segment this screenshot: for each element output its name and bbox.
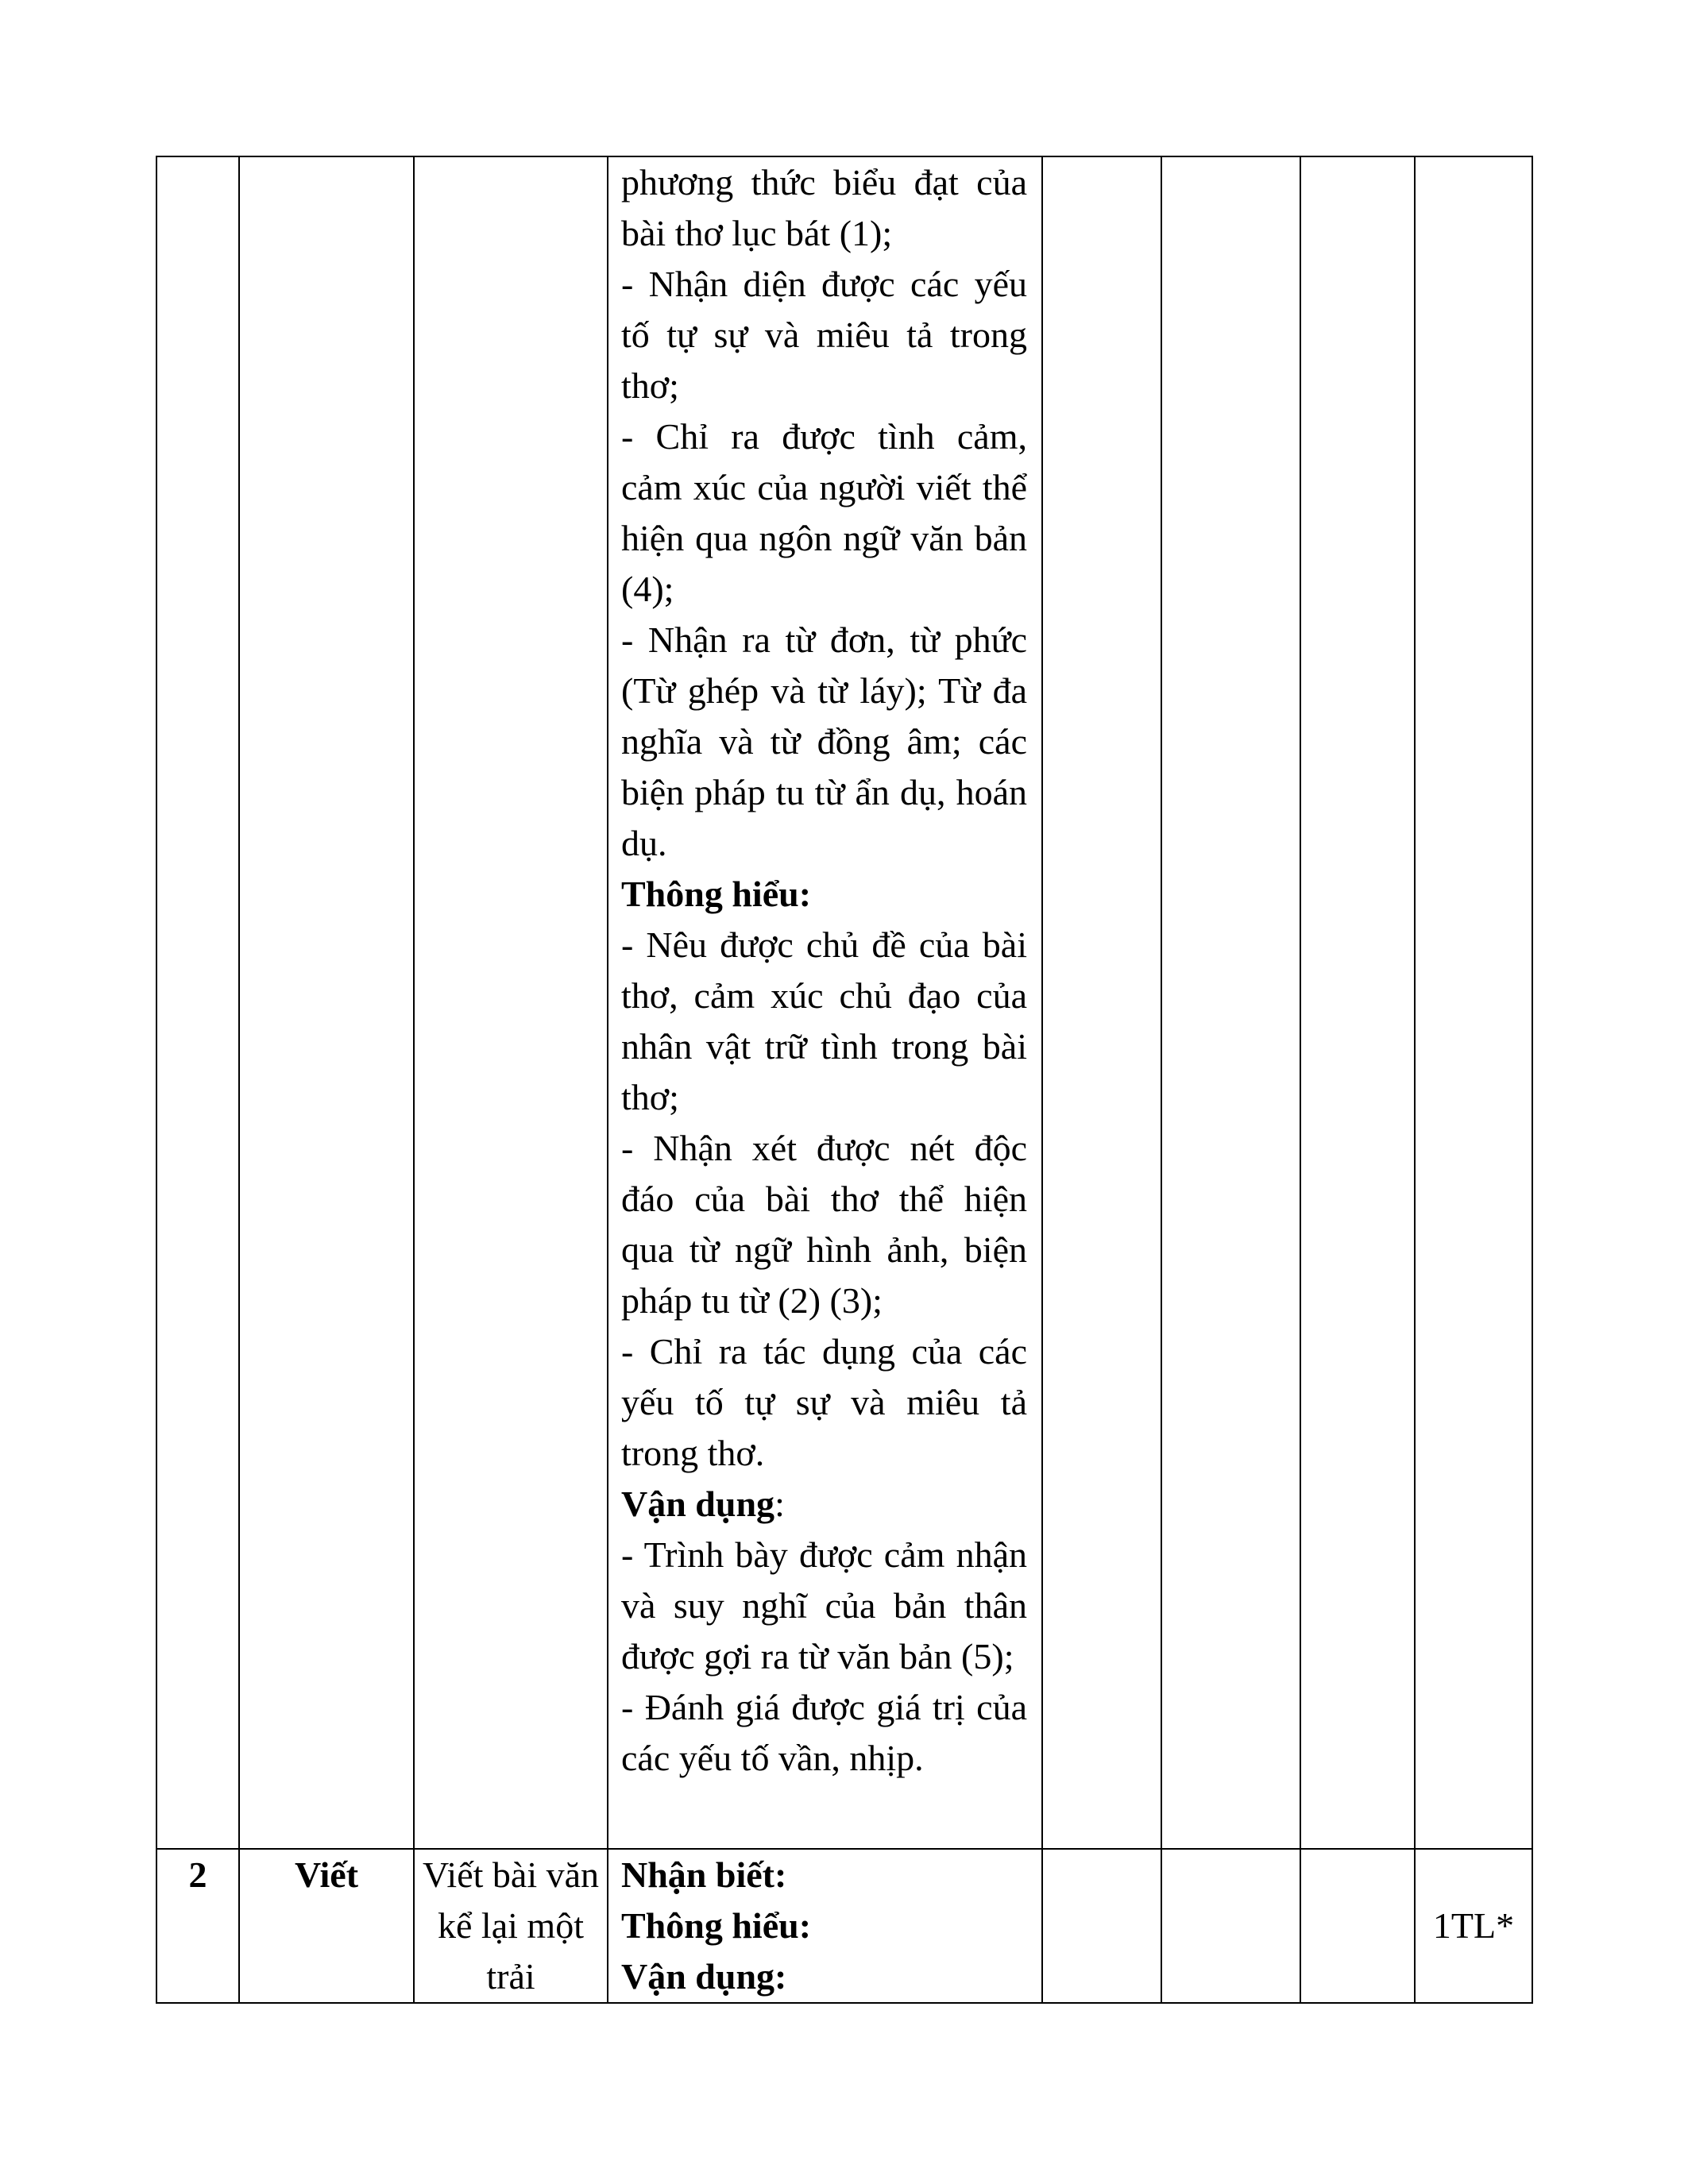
level-heading-label: Vận dụng [621, 1484, 775, 1524]
requirement-text: - Trình bày được cảm nhận và suy nghĩ của bản thân được gợi ra từ văn bản (5); [621, 1534, 1027, 1677]
requirement-text: - Đánh giá được giá trị của các yếu tố vần, nhịp. [621, 1687, 1027, 1778]
row-number-cell: 2 [156, 1849, 239, 2003]
question-count-cell [1042, 1849, 1161, 2003]
skill-cell [239, 156, 414, 1849]
requirement-text: - Nhận xét được nét độc đáo của bài thơ thể hiện qua từ ngữ hình ảnh, biện pháp tu từ (2) (3); [621, 1128, 1027, 1321]
requirement-text: - Nhận ra từ đơn, từ phức (Từ ghép và từ láy); Từ đa nghĩa và từ đồng âm; các biện pháp tu từ ẩn dụ, hoán dụ. [621, 619, 1027, 863]
question-count-value: 1TL* [1432, 1905, 1515, 1946]
table-row [156, 156, 1532, 1849]
requirement-text: - Chỉ ra tác dụng của các yếu tố tự sự và miêu tả trong thơ. [621, 1331, 1027, 1473]
question-count-cell [1042, 156, 1161, 1849]
row-number-cell [156, 156, 239, 1849]
requirement-text: - Chỉ ra được tình cảm, cảm xúc của người viết thể hiện qua ngôn ngữ văn bản (4); [621, 416, 1027, 609]
requirement-content-cell [608, 1849, 1042, 2003]
requirement-content-cell [608, 156, 1042, 1849]
skill-cell: Viết [239, 1849, 414, 2003]
requirement-text: - Nêu được chủ đề của bài thơ, cảm xúc chủ đạo của nhân vật trữ tình trong bài thơ; [621, 924, 1027, 1117]
requirement-text: - Nhận diện được các yếu tố tự sự và miêu tả trong thơ; [621, 264, 1027, 406]
unit-cell [414, 156, 608, 1849]
table-row [156, 1849, 1532, 2003]
question-count-cell [1161, 1849, 1300, 2003]
level-heading: Nhận biết: [621, 1854, 787, 1895]
question-count-cell [1300, 1849, 1415, 2003]
level-heading: Thông hiểu: [621, 874, 812, 914]
question-count-cell [1415, 156, 1532, 1849]
unit-cell: Viết bài văn kể lại một trải [414, 1849, 608, 2003]
question-count-cell [1161, 156, 1300, 1849]
assessment-matrix-table [156, 156, 1533, 2004]
level-heading [621, 1479, 1027, 1530]
requirement-text: phương thức biểu đạt của bài thơ lục bát (1); [621, 162, 1027, 253]
level-heading-colon: : [774, 1484, 785, 1524]
level-heading: Vận dụng: [621, 1956, 787, 1997]
question-count-cell [1300, 156, 1415, 1849]
question-count-cell [1415, 1849, 1532, 2003]
level-heading: Thông hiểu: [621, 1905, 812, 1946]
